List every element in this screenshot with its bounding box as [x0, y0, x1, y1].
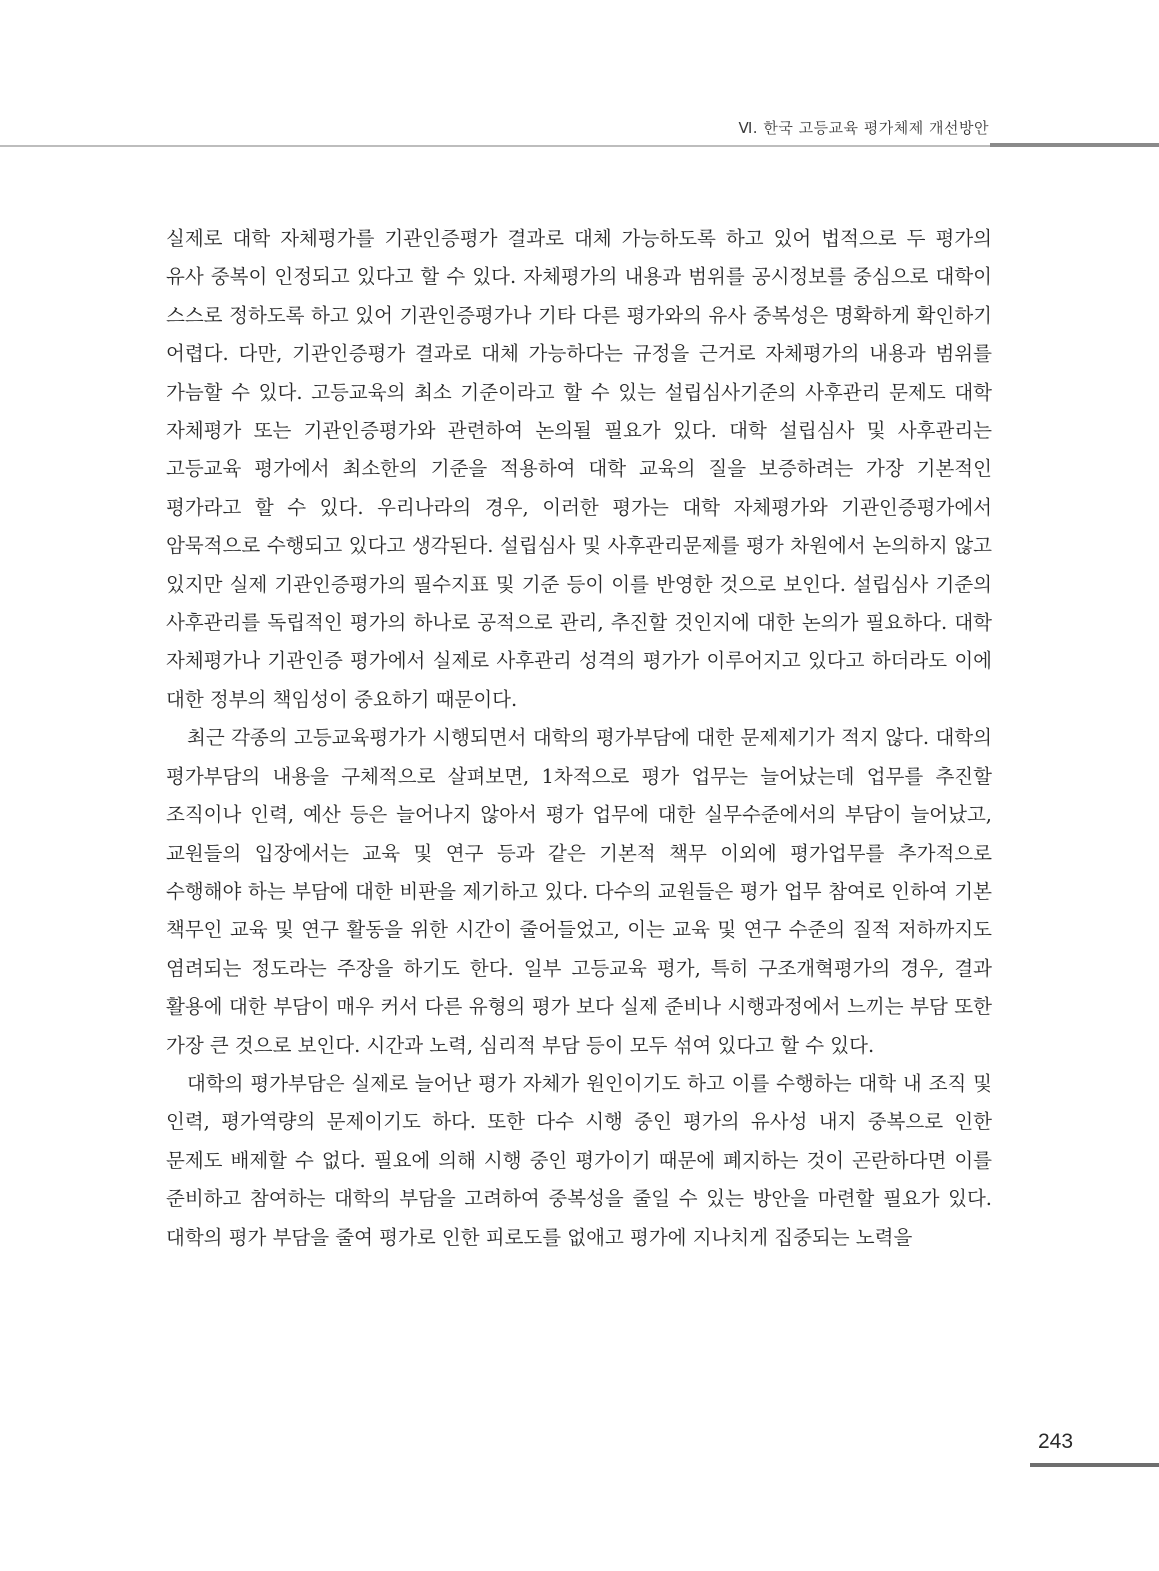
header-rule — [0, 145, 1159, 147]
page-number: 243 — [1038, 1430, 1074, 1453]
body-text — [166, 220, 992, 1257]
paragraph: 최근 각종의 고등교육평가가 시행되면서 대학의 평가부담에 대한 문제제기가 적지 않다. 대학의 평가부담의 내용을 구체적으로 살펴보면, 1차적으로 평가 업무는 늘어났는데 업무를 추진할 조직이나 인력, 예산 등은 늘어나지 않아서 평가 업무에 대한 실무수준에서의 부담이 늘어났고, 교원들의 입장에서는 교육 및 연구 등과 같은 기본적 책무 이외에 평가업무를 추가적으로 수행해야 하는 부담에 대한 비판을 제기하고 있다. 다수의 교원들은 평가 업무 참여로 인하여 기본 책무인 교육 및 연구 활동을 위한 시간이 줄어들었고, 이는 교육 및 연구 수준의 질적 저하까지도 염려되는 정도라는 주장을 하기도 한다. 일부 고등교육 평가, 특히 구조개혁평가의 경우, 결과 활용에 대한 부담이 매우 커서 다른 유형의 평가 보다 실제 준비나 시행과정에서 느끼는 부담 또한 가장 큰 것으로 보인다. 시간과 노력, 심리적 부담 등이 모두 섞여 있다고 할 수 있다. — [166, 726, 992, 1057]
footer-rule — [1030, 1463, 1159, 1467]
running-header: Ⅵ. 한국 고등교육 평가체제 개선방안 — [738, 119, 989, 137]
paragraph: 실제로 대학 자체평가를 기관인증평가 결과로 대체 가능하도록 하고 있어 법적으로 두 평가의 유사 중복이 인정되고 있다고 할 수 있다. 자체평가의 내용과 범위를 공시정보를 중심으로 대학이 스스로 정하도록 하고 있어 기관인증평가나 기타 다른 평가와의 유사 중복성은 명확하게 확인하기 어렵다. 다만, 기관인증평가 결과로 대체 가능하다는 규정을 근거로 자체평가의 내용과 범위를 가늠할 수 있다. 고등교육의 최소 기준이라고 할 수 있는 설립심사기준의 사후관리 문제도 대학 자체평가 또는 기관인증평가와 관련하여 논의될 필요가 있다. 대학 설립심사 및 사후관리는 고등교육 평가에서 최소한의 기준을 적용하여 대학 교육의 질을 보증하려는 가장 기본적인 평가라고 할 수 있다. 우리나라의 경우, 이러한 평가는 대학 자체평가와 기관인증평가에서 암묵적으로 수행되고 있다고 생각된다. 설립심사 및 사후관리문제를 평가 차원에서 논의하지 않고 있지만 실제 기관인증평가의 필수지표 및 기준 등이 이를 반영한 것으로 보인다. 설립심사 기준의 사후관리를 독립적인 평가의 하나로 공적으로 관리, 추진할 것인지에 대한 논의가 필요하다. 대학 자체평가나 기관인증 평가에서 실제로 사후관리 성격의 평가가 이루어지고 있다고 하더라도 이에 대한 정부의 책임성이 중요하기 때문이다. — [166, 227, 992, 711]
paragraph: 대학의 평가부담은 실제로 늘어난 평가 자체가 원인이기도 하고 이를 수행하는 대학 내 조직 및 인력, 평가역량의 문제이기도 하다. 또한 다수 시행 중인 평가의 유사성 내지 중복으로 인한 문제도 배제할 수 없다. 필요에 의해 시행 중인 평가이기 때문에 폐지하는 것이 곤란하다면 이를 준비하고 참여하는 대학의 부담을 고려하여 중복성을 줄일 수 있는 방안을 마련할 필요가 있다. 대학의 평가 부담을 줄여 평가로 인한 피로도를 없애고 평가에 지나치게 집중되는 노력을 — [166, 1071, 992, 1249]
header-rule-accent — [990, 143, 1159, 147]
